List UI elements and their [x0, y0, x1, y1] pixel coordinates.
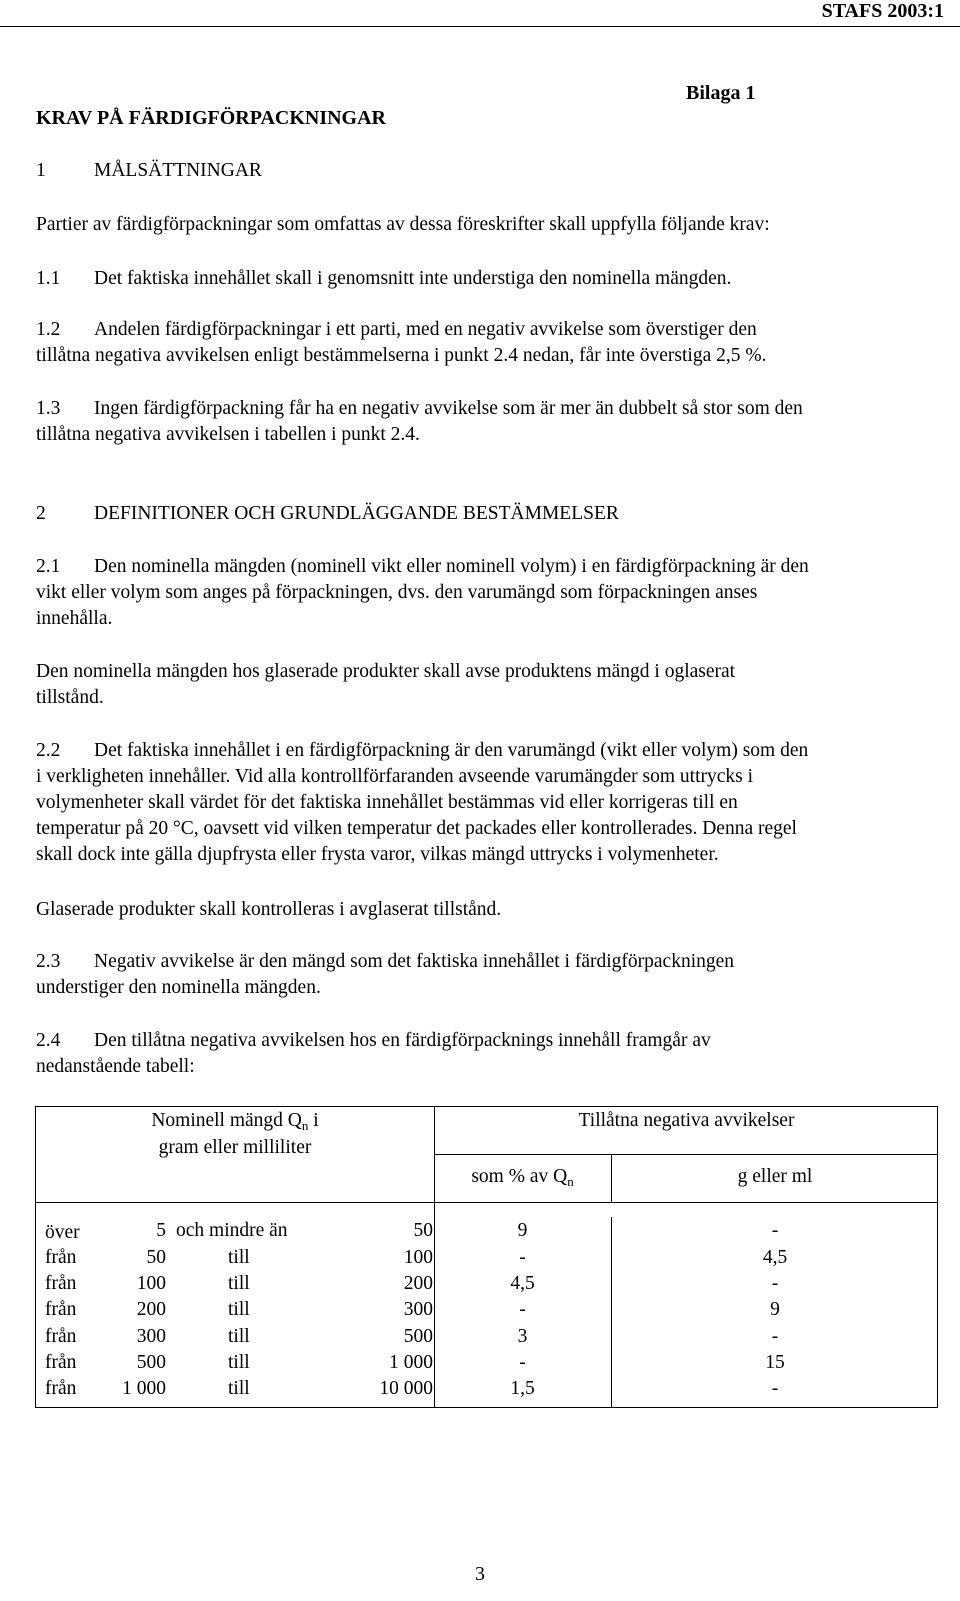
- page-header: [0, 0, 960, 27]
- item-text: Ingen färdigförpackning får ha en negativ avvikelse som är mer än dubbelt så stor som den: [94, 398, 803, 419]
- page-title: KRAV PÅ FÄRDIGFÖRPACKNINGAR: [36, 107, 386, 129]
- section-1-intro: Partier av färdigförpackningar som omfattas av dessa föreskrifter skall uppfylla följande krav:: [36, 214, 770, 235]
- table-divider: [36, 1202, 937, 1203]
- deviation-table: Nominell mängd $Q_n$ i gram eller milliliter Tillåtna negativa avvikelser som % av $Q_n$ g eller ml över 5 och mindre än 50 9 - från 50 till 100 - 4,5 från 100 till 200 4,5 - från 200 till 300 - 9 från 300 till 500 3 - från 500 till 1 000 - 15 från 1 000 till 10 000 1,5 -: [35, 1106, 938, 1408]
- paragraph-2-2-glazed: Glaserade produkter skall kontrolleras i avglaserat tillstånd.: [36, 899, 502, 920]
- annex-label: Bilaga 1: [686, 82, 756, 104]
- paragraph-2-2: 2.2 Det faktiska innehållet i en färdigförpackning är den varumängd (vikt eller volym) som den i verkligheten innehåller. Vid alla kontrollförfaranden avseende varumängder som uttrycks i volymenheter skall värdet för det faktiska innehållet bestämmas vid eller korrigeras till en temperatur på 20 °C, oavsett vid vilken temperatur det packades eller kontrollerades. Denna regel skall dock inte gälla djupfrysta eller frysta varor, vilkas mängd uttrycks i volymenheter.: [36, 740, 809, 865]
- section-title: MÅLSÄTTNINGAR: [94, 160, 262, 181]
- item-text: Andelen färdigförpackningar i ett parti, med en negativ avvikelse som överstiger den: [94, 319, 757, 340]
- item-1-3: [36, 396, 936, 448]
- paragraph-2-1-glazed: Den nominella mängden hos glaserade produkter skall avse produktens mängd i oglaserat tillstånd.: [36, 661, 736, 708]
- item-text: Det faktiska innehållet skall i genomsnitt inte understiga den nominella mängden.: [94, 268, 732, 289]
- section-title: DEFINITIONER OCH GRUNDLÄGGANDE BESTÄMMELSER: [94, 503, 619, 524]
- header-nominal-quantity-unit: gram eller milliliter: [158, 1137, 312, 1158]
- header-allowed-deviations: Tillåtna negativa avvikelser: [578, 1110, 795, 1131]
- item-text: tillåtna negativa avvikelsen enligt bestämmelserna i punkt 2.4 nedan, får inte överstiga 2,5 %.: [36, 345, 767, 366]
- paragraph-2-4: 2.4 Den tillåtna negativa avvikelsen hos en färdigförpacknings innehåll framgår av nedanstående tabell:: [36, 1030, 711, 1077]
- item-number: 2.4: [36, 1030, 61, 1051]
- section-2-heading: [36, 501, 936, 527]
- item-number: 2.3: [36, 951, 61, 972]
- item-text: tillåtna negativa avvikelsen i tabellen i punkt 2.4.: [36, 424, 420, 445]
- paragraph-2-1: 2.1 Den nominella mängden (nominell vikt eller nominell volym) i en färdigförpackning är den vikt eller volym som anges på förpackningen, dvs. den varumängd som förpackningen anses innehålla.: [36, 556, 809, 629]
- section-number: 1: [36, 160, 46, 181]
- section-1-heading: [36, 158, 936, 184]
- table-divider: [434, 1154, 937, 1155]
- item-number: 1.3: [36, 398, 61, 419]
- item-number: 1.2: [36, 319, 61, 340]
- document-id: STAFS 2003:1: [821, 0, 944, 22]
- page-number: 3: [475, 1563, 485, 1585]
- item-number: 1.1: [36, 268, 61, 289]
- item-1-1: [36, 266, 936, 292]
- header-nominal-quantity: Nominell mängd $Q_n$ i: [151, 1110, 319, 1133]
- section-number: 2: [36, 503, 46, 524]
- item-1-2: [36, 317, 936, 369]
- item-number: 2.1: [36, 556, 61, 577]
- item-number: 2.2: [36, 740, 61, 761]
- header-grams-ml: g eller ml: [737, 1166, 813, 1187]
- paragraph-2-3: 2.3 Negativ avvikelse är den mängd som det faktiska innehållet i färdigförpackningen understiger den nominella mängden.: [36, 951, 735, 998]
- header-percent: som % av $Q_n$: [471, 1166, 574, 1189]
